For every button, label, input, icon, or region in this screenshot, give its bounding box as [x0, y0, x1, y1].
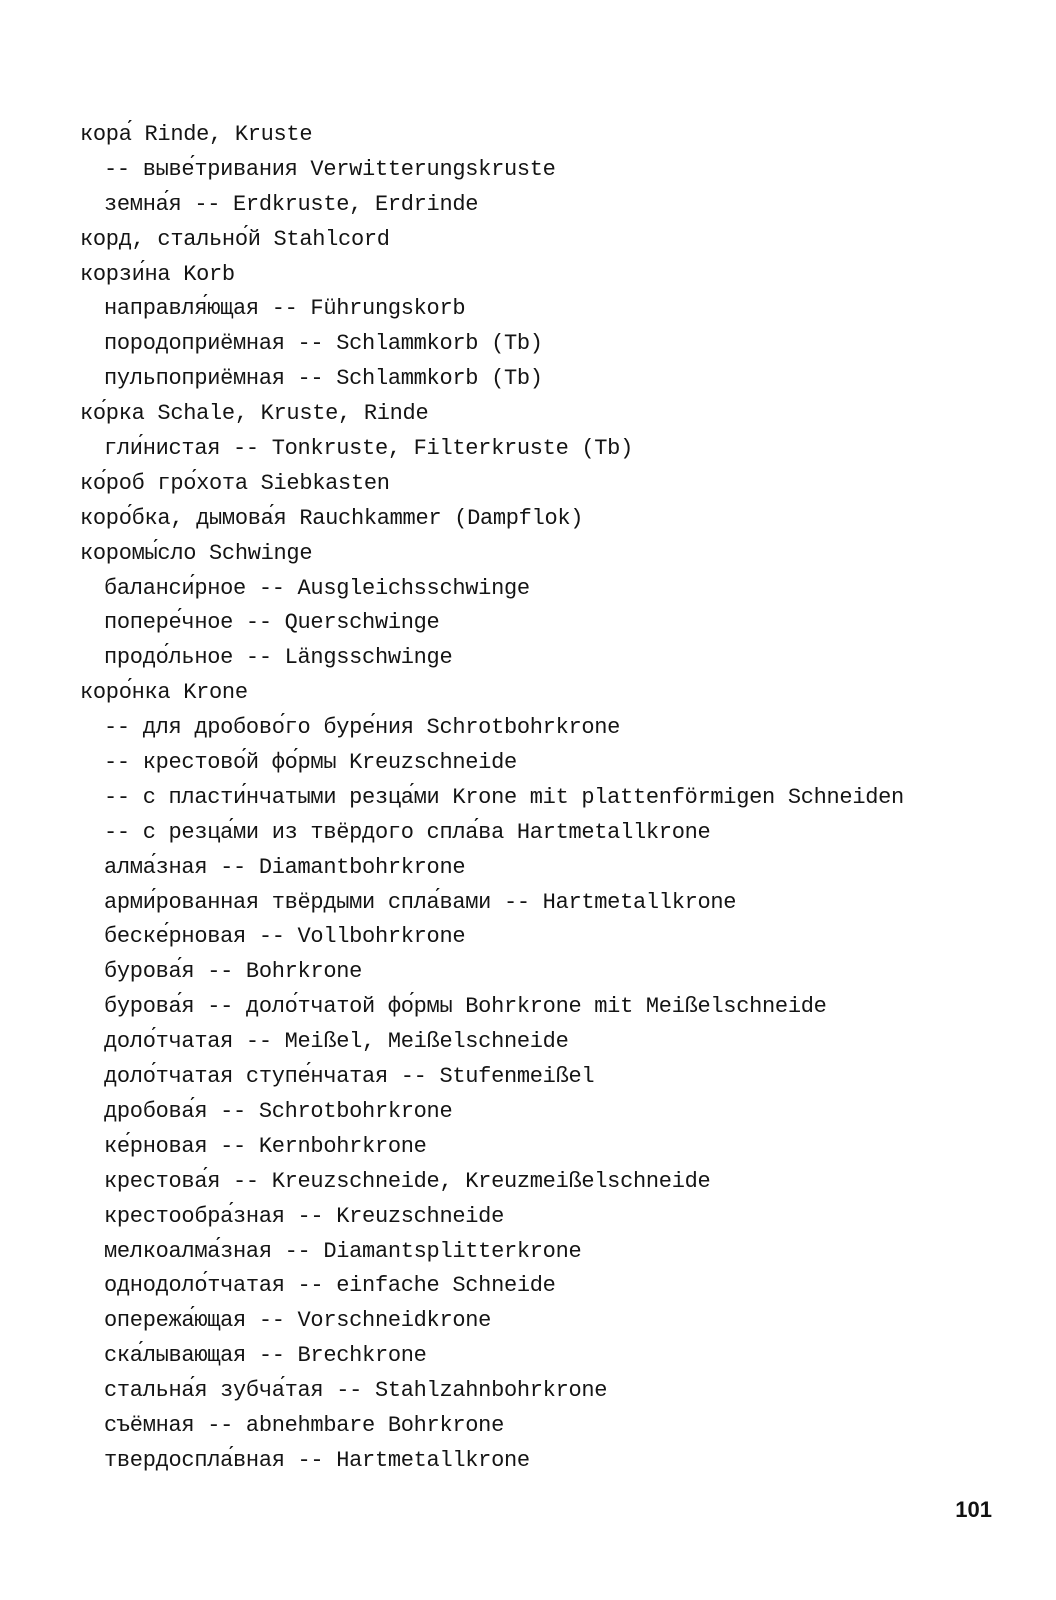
sub-entry: -- выве́тривания Verwitterungskruste — [104, 156, 556, 182]
headword-entry: корд, стально́й Stahlcord — [80, 226, 390, 252]
sub-entry: доло́тчатая -- Meißel, Meißelschneide — [104, 1029, 569, 1055]
sub-entry: стальна́я зубча́тая -- Stahlzahnbohrkrone — [104, 1378, 608, 1404]
sub-entry: гли́нистая -- Tonkruste, Filterkruste (Tb) — [104, 436, 633, 462]
sub-entry: -- для дробово́го буре́ния Schrotbohrkrone — [104, 715, 621, 741]
sub-entry: породоприёмная -- Schlammkorb (Tb) — [104, 331, 543, 357]
sub-entry: твердоспла́вная -- Hartmetallkrone — [104, 1447, 530, 1473]
sub-entry: арми́рованная твёрдыми спла́вами -- Hartmetallkrone — [104, 889, 737, 915]
sub-entry: продо́льное -- Längsschwinge — [104, 645, 453, 671]
headword-entry: коромы́сло Schwinge — [80, 540, 313, 566]
sub-entry: земна́я -- Erdkruste, Erdrinde — [104, 191, 479, 217]
sub-entry: пульпоприёмная -- Schlammkorb (Tb) — [104, 366, 543, 392]
sub-entry: -- крестово́й фо́рмы Kreuzschneide — [104, 750, 517, 776]
headword-entry: коро́нка Krone — [80, 680, 248, 706]
headword-entry: коро́бка, дымова́я Rauchkammer (Dampflok) — [80, 505, 584, 531]
headword-entry: ко́роб гро́хота Siebkasten — [80, 470, 390, 496]
sub-entry: мелкоалма́зная -- Diamantsplitterkrone — [104, 1238, 582, 1264]
sub-entry: -- с пласти́нчатыми резца́ми Krone mit plattenförmigen Schneiden — [104, 784, 904, 810]
sub-entry: -- с резца́ми из твёрдого спла́ва Hartmetallkrone — [104, 819, 711, 845]
dictionary-entries — [80, 118, 1020, 1479]
sub-entry: бурова́я -- доло́тчатой фо́рмы Bohrkrone mit Meißelschneide — [104, 994, 827, 1020]
sub-entry: ке́рновая -- Kernbohrkrone — [104, 1133, 427, 1159]
headword-entry: ко́рка Schale, Kruste, Rinde — [80, 401, 429, 427]
sub-entry: однодоло́тчатая -- einfache Schneide — [104, 1273, 556, 1299]
sub-entry: беске́рновая -- Vollbohrkrone — [104, 924, 466, 950]
headword-entry: корзи́на Korb — [80, 261, 235, 287]
sub-entry: крестообра́зная -- Kreuzschneide — [104, 1203, 504, 1229]
sub-entry: баланси́рное -- Ausgleichsschwinge — [104, 575, 530, 601]
sub-entry: попере́чное -- Querschwinge — [104, 610, 440, 636]
sub-entry: доло́тчатая ступе́нчатая -- Stufenmeißel — [104, 1064, 595, 1090]
sub-entry: бурова́я -- Bohrkrone — [104, 959, 363, 985]
sub-entry: опережа́ющая -- Vorschneidkrone — [104, 1308, 492, 1334]
sub-entry: направля́ющая -- Führungskorb — [104, 296, 466, 322]
sub-entry: ска́лывающая -- Brechkrone — [104, 1343, 427, 1369]
headword-entry: кора́ Rinde, Kruste — [80, 122, 313, 147]
page-number: 101 — [955, 1497, 992, 1522]
sub-entry: алма́зная -- Diamantbohrkrone — [104, 854, 466, 880]
sub-entry: крестова́я -- Kreuzschneide, Kreuzmeißelschneide — [104, 1168, 711, 1194]
sub-entry: съёмная -- abnehmbare Bohrkrone — [104, 1412, 504, 1438]
sub-entry: дробова́я -- Schrotbohrkrone — [104, 1098, 453, 1124]
